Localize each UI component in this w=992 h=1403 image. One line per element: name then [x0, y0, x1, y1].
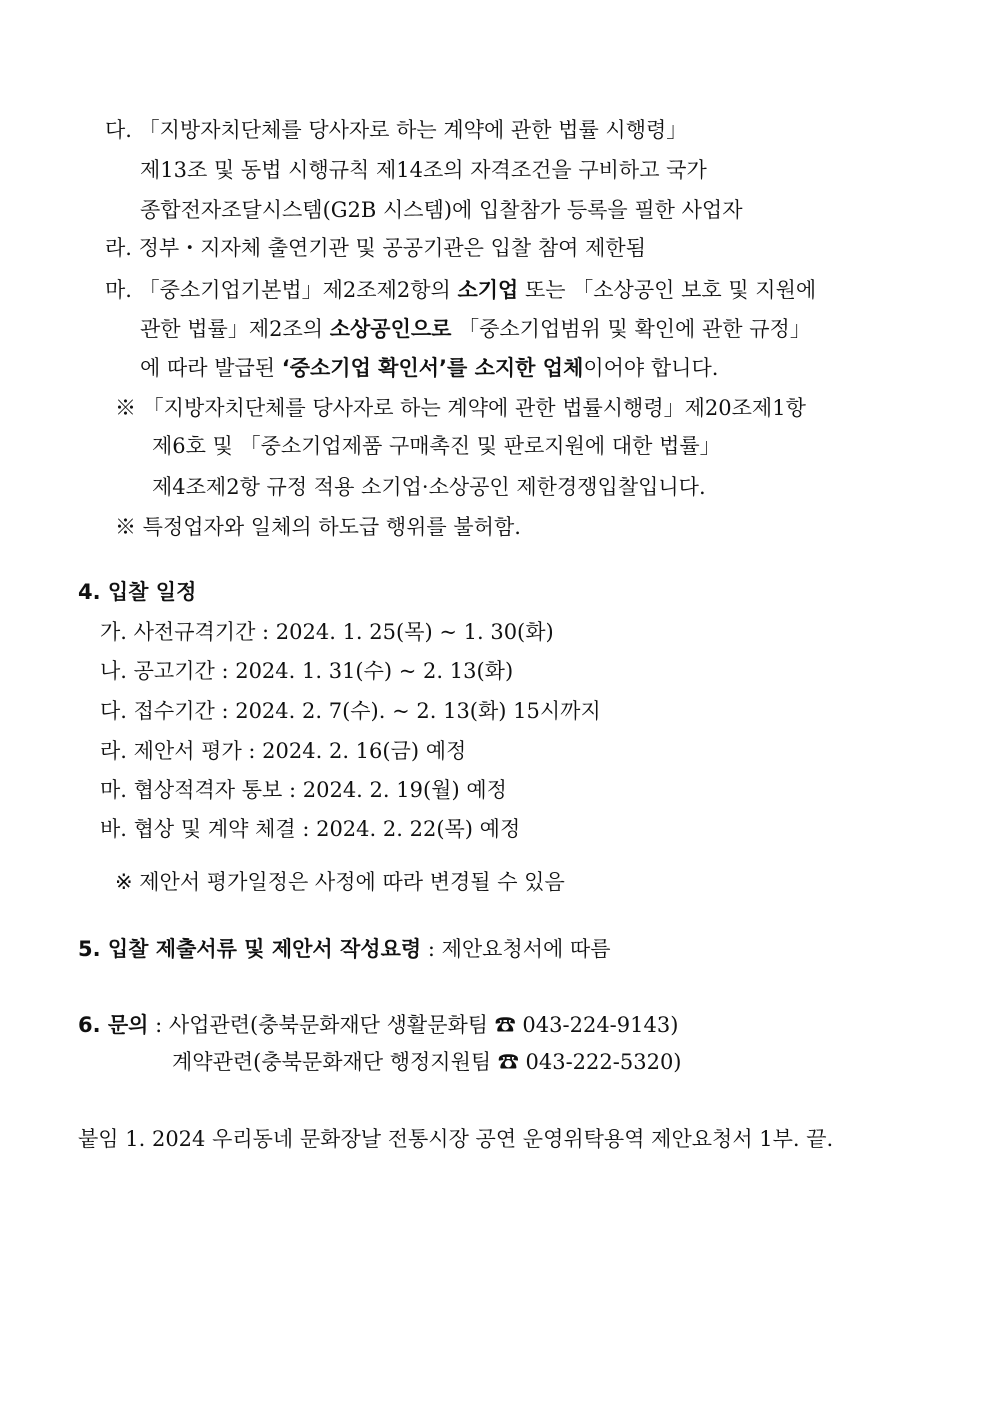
schedule-item: 마. 협상적격자 통보 : 2024. 2. 19(월) 예정 [100, 778, 507, 802]
item-ma-text: 또는 「소상공인 보호 및 지원에 [518, 278, 817, 302]
item-ma-text: 마. 「중소기업기본법」제2조제2항의 [105, 278, 458, 302]
item-da-line1: 다. 「지방자치단체를 당사자로 하는 계약에 관한 법률 시행령」 [105, 118, 688, 142]
section6-title: 6. 문의 [78, 1013, 149, 1037]
item-ma-emphasis: 소상공인으로 [329, 317, 452, 341]
section5-text: : 제안요청서에 따름 [421, 937, 611, 961]
note2: ※ 특정업자와 일체의 하도급 행위를 불허함. [115, 515, 521, 539]
item-ra: 라. 정부・지자체 출연기관 및 공공기관은 입찰 참여 제한됨 [105, 236, 646, 260]
item-da-line2: 제13조 및 동법 시행규칙 제14조의 자격조건을 구비하고 국가 [140, 158, 707, 182]
item-ma-emphasis: ‘중소기업 확인서’를 소지한 업체 [281, 356, 584, 380]
section5 [78, 935, 611, 963]
item-ma-text: 이어야 합니다. [583, 356, 719, 380]
item-ma-emphasis: 소기업 [457, 278, 519, 302]
schedule-item: 가. 사전규격기간 : 2024. 1. 25(목) ~ 1. 30(화) [100, 620, 554, 644]
schedule-item: 다. 접수기간 : 2024. 2. 7(수). ~ 2. 13(화) 15시까지 [100, 699, 601, 723]
contact-business: : 사업관련(충북문화재단 생활문화팀 ☎ 043-224-9143) [148, 1013, 679, 1037]
item-ma-text: 관한 법률」제2조의 [140, 317, 330, 341]
item-ma-text: 에 따라 발급된 [140, 356, 282, 380]
schedule-note: ※ 제안서 평가일정은 사정에 따라 변경될 수 있음 [115, 870, 565, 894]
item-ma-line1 [105, 276, 816, 304]
schedule-item: 라. 제안서 평가 : 2024. 2. 16(금) 예정 [100, 739, 467, 763]
schedule-item: 나. 공고기간 : 2024. 1. 31(수) ~ 2. 13(화) [100, 659, 514, 683]
section6-line1 [78, 1011, 678, 1039]
section5-title: 5. 입찰 제출서류 및 제안서 작성요령 [78, 937, 422, 961]
item-ma-line2 [140, 315, 811, 343]
note1-line1: ※ 「지방자치단체를 당사자로 하는 계약에 관한 법률시행령」제20조제1항 [115, 396, 806, 420]
item-ma-text: 「중소기업범위 및 확인에 관한 규정」 [451, 317, 811, 341]
note1-line3: 제4조제2항 규정 적용 소기업·소상공인 제한경쟁입찰입니다. [152, 475, 706, 499]
item-da-line3: 종합전자조달시스템(G2B 시스템)에 입찰참가 등록을 필한 사업자 [140, 198, 743, 222]
note1-line2: 제6호 및 「중소기업제품 구매촉진 및 판로지원에 대한 법률」 [152, 434, 721, 458]
section4-title: 4. 입찰 일정 [78, 580, 197, 604]
item-ma-line3 [140, 354, 718, 382]
contact-contract: 계약관련(충북문화재단 행정지원팀 ☎ 043-222-5320) [172, 1050, 682, 1074]
schedule-item: 바. 협상 및 계약 체결 : 2024. 2. 22(목) 예정 [100, 817, 521, 841]
attachment: 붙임 1. 2024 우리동네 문화장날 전통시장 공연 운영위탁용역 제안요청서 1부. 끝. [78, 1127, 834, 1151]
